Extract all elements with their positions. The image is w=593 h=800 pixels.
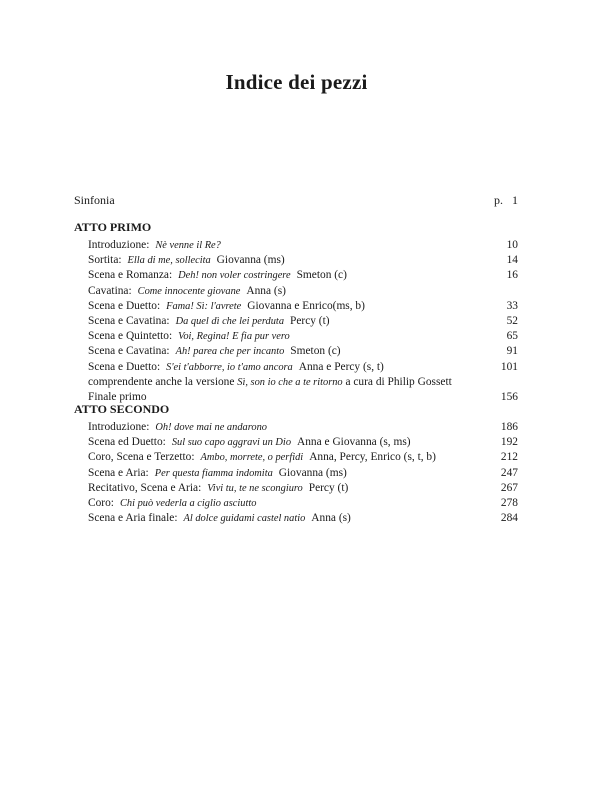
entry-incipit: Come innocente giovane xyxy=(137,285,241,297)
entry-form: Scena ed Duetto: xyxy=(88,436,166,449)
entry-form: Scena e Duetto: xyxy=(88,299,161,312)
toc-entry xyxy=(88,481,518,496)
toc-entry xyxy=(88,466,518,481)
entry-page: 16 xyxy=(506,269,518,282)
toc-entry xyxy=(88,496,518,511)
entry-form: Coro: xyxy=(88,496,114,509)
entry-incipit: Deh! non voler costringere xyxy=(178,270,291,282)
entry-form: Scena e Aria finale: xyxy=(88,512,178,525)
sinfonia-page: p. 1 xyxy=(494,193,518,207)
entry-page: 186 xyxy=(500,421,518,433)
entry-page: 212 xyxy=(500,451,518,464)
entry-page: 65 xyxy=(506,330,518,343)
toc-entry xyxy=(88,450,518,465)
entry-page: 52 xyxy=(506,314,518,327)
entry-page: 14 xyxy=(506,254,518,267)
toc-entry xyxy=(88,253,518,268)
entry-form: Scena e Cavatina: xyxy=(88,345,170,358)
entry-form: Introduzione: xyxy=(88,421,150,433)
toc-entry xyxy=(88,314,518,329)
entry-form: Scena e Cavatina: xyxy=(88,314,170,327)
entry-form: Sortita: xyxy=(88,254,122,267)
entry-roles: Anna (s) xyxy=(246,284,286,297)
note-text-before: comprendente anche la versione xyxy=(88,375,238,388)
act-two-entries xyxy=(88,420,518,526)
entry-incipit: Nè venne il Re? xyxy=(155,240,221,251)
entry-incipit: Vivi tu, te ne scongiuro xyxy=(207,482,303,494)
entry-page: 10 xyxy=(506,239,518,251)
act-one-entries xyxy=(88,238,518,405)
sinfonia-label: Sinfonia xyxy=(74,193,115,207)
entry-incipit: Ella di me, sollecita xyxy=(127,255,211,267)
entry-roles: Smeton (c) xyxy=(296,269,347,282)
act-one-heading: ATTO PRIMO xyxy=(74,220,152,234)
entry-form: Scena e Romanza: xyxy=(88,269,173,282)
entry-page: 91 xyxy=(506,345,518,358)
entry-roles: Anna e Percy (s, t) xyxy=(298,360,384,373)
entry-roles: Giovanna e Enrico(ms, b) xyxy=(247,299,365,312)
toc-entry xyxy=(88,344,518,359)
act-two-heading: ATTO SECONDO xyxy=(74,402,170,416)
entry-incipit: Da quel dì che lei perduta xyxy=(175,315,285,327)
entry-form: Recitativo, Scena e Aria: xyxy=(88,481,202,494)
entry-roles: Anna (s) xyxy=(311,512,351,525)
entry-incipit: Al dolce guidami castel natio xyxy=(183,513,306,525)
entry-incipit: Sul suo capo aggravi un Dio xyxy=(171,437,292,449)
note-alt-version-title: Sì, son io che a te ritorno xyxy=(237,376,343,388)
entry-incipit: Ah! parea che per incanto xyxy=(175,346,285,358)
toc-entry xyxy=(88,268,518,283)
entry-form: Scena e Aria: xyxy=(88,466,149,479)
entry-page: 278 xyxy=(500,496,518,509)
entry-roles: Anna e Giovanna (s, ms) xyxy=(297,436,411,449)
entry-incipit: Fama! Sì: l'avrete xyxy=(166,300,242,312)
entry-form: Cavatina: xyxy=(88,284,132,297)
toc-entry xyxy=(88,360,518,375)
entry-incipit: S'ei t'abborre, io t'amo ancora xyxy=(166,361,293,373)
entry-roles: Percy (t) xyxy=(290,314,330,327)
toc-entry xyxy=(88,420,518,435)
entry-incipit: Per questa fiamma indomita xyxy=(154,467,273,479)
entry-page: 192 xyxy=(500,436,518,449)
entry-roles: Giovanna (ms) xyxy=(216,254,285,267)
version-note xyxy=(88,375,518,390)
entry-form: Introduzione: xyxy=(88,239,150,251)
toc-entry xyxy=(88,435,518,450)
entry-page: 33 xyxy=(506,299,518,312)
entry-roles: Percy (t) xyxy=(308,481,349,494)
entry-page: 284 xyxy=(500,512,518,525)
entry-incipit: Oh! dove mai ne andarono xyxy=(155,422,267,433)
finale-page: 156 xyxy=(500,390,518,403)
entry-roles: Smeton (c) xyxy=(290,345,341,358)
entry-page: 101 xyxy=(500,360,518,373)
toc-entry xyxy=(88,238,518,253)
note-text-after: a cura di Philip Gossett xyxy=(342,375,452,388)
toc-entry xyxy=(88,284,518,299)
sinfonia-entry xyxy=(74,193,518,209)
entry-incipit: Voi, Regina! E fia pur vero xyxy=(178,331,290,343)
entry-form: Scena e Duetto: xyxy=(88,360,161,373)
entry-incipit: Ambo, morrete, o perfidi xyxy=(200,452,304,464)
entry-page: 267 xyxy=(500,481,518,494)
finale-label: Finale primo xyxy=(88,390,147,403)
toc-entry xyxy=(88,329,518,344)
entry-page: 247 xyxy=(500,466,518,479)
entry-roles: Giovanna (ms) xyxy=(278,466,347,479)
entry-form: Scena e Quintetto: xyxy=(88,330,173,343)
page-title: Indice dei pezzi xyxy=(225,70,368,94)
toc-entry xyxy=(88,299,518,314)
toc-entry xyxy=(88,511,518,526)
entry-form: Coro, Scena e Terzetto: xyxy=(88,451,195,464)
entry-roles: Anna, Percy, Enrico (s, t, b) xyxy=(309,451,436,464)
entry-incipit: Chi può vederla a ciglio asciutto xyxy=(119,497,257,509)
